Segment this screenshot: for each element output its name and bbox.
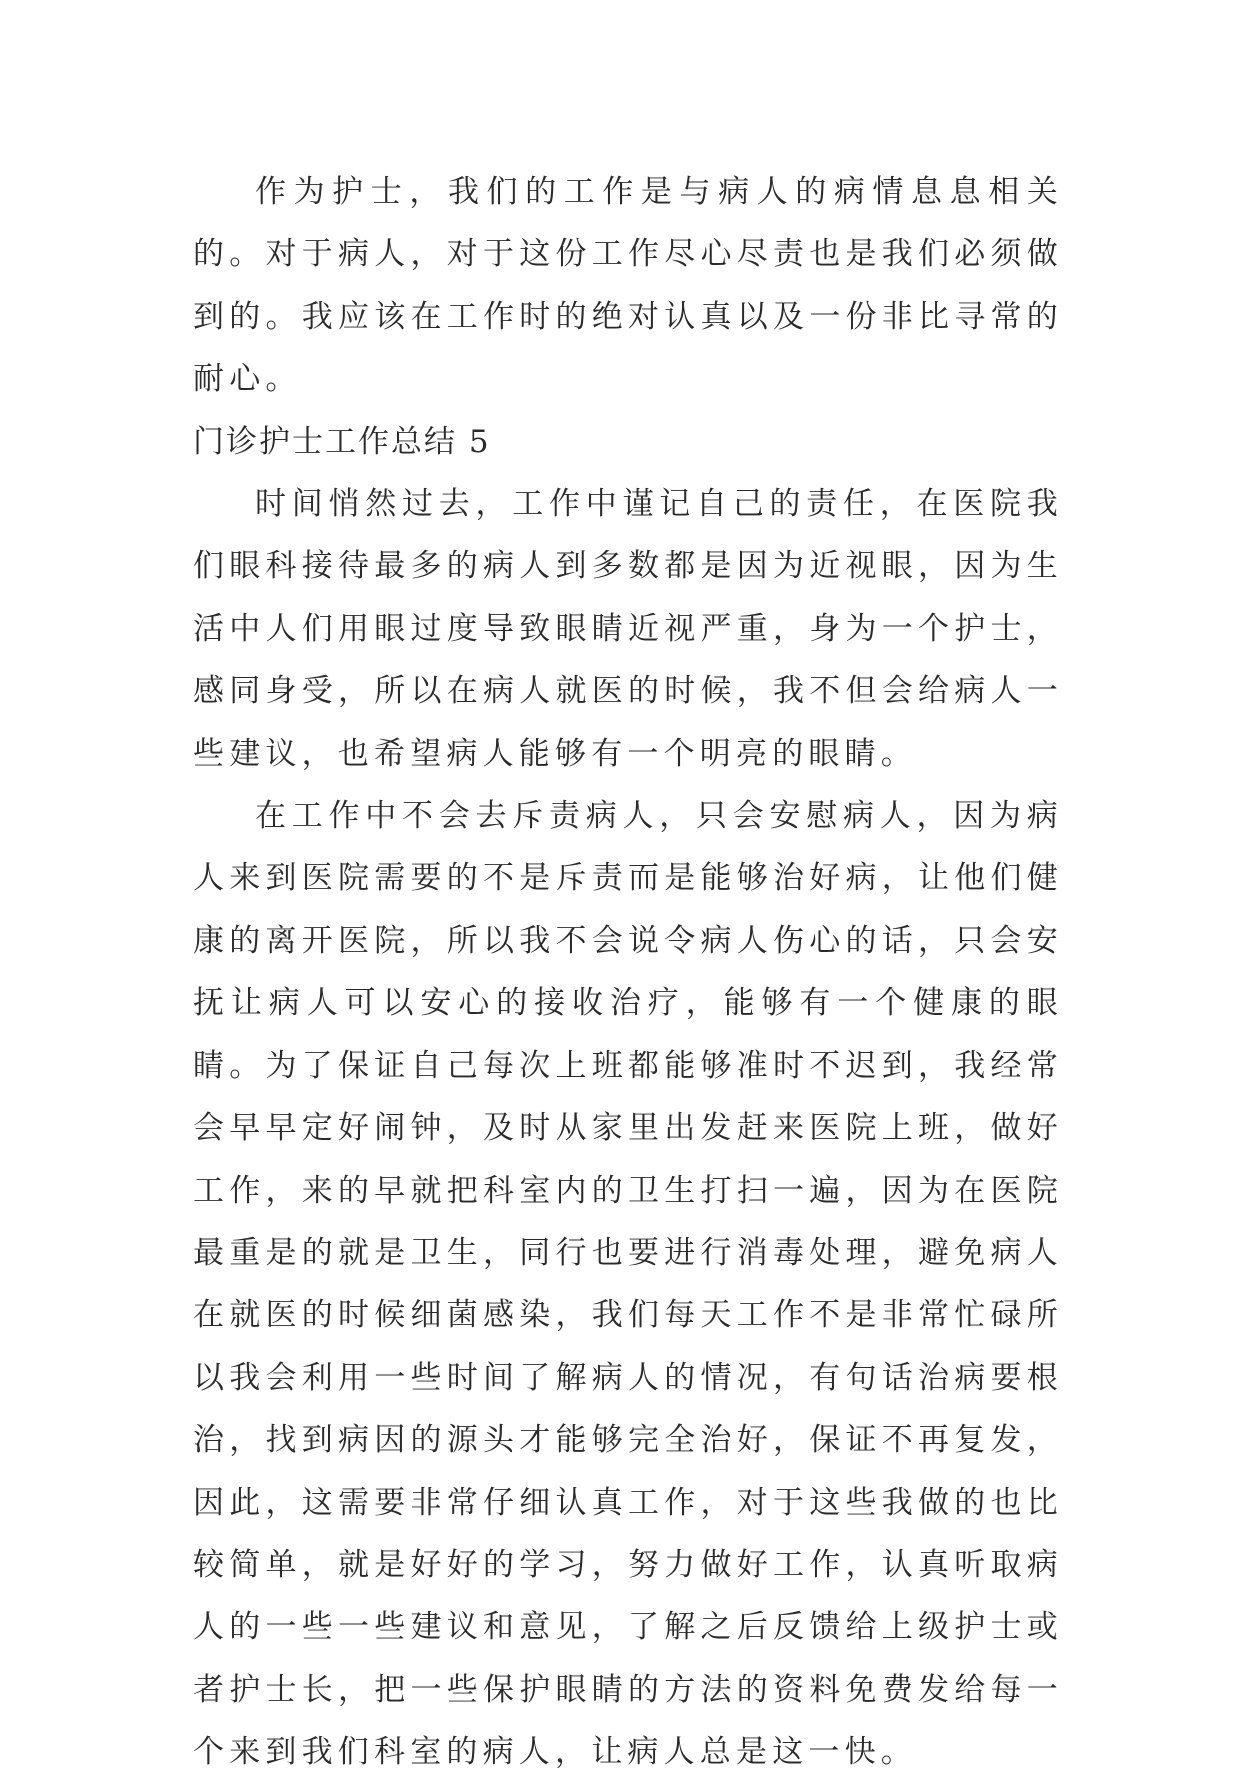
paragraph-3: 在工作中不会去斥责病人，只会安慰病人，因为病人来到医院需要的不是斥责而是能够治好病，让他们健康的离开医院，所以我不会说令病人伤心的话，只会安抚让病人可以安心的接收治疗，能够有一个健康的眼睛。为了保证自己每次上班都能够准时不迟到，我经常会早早定好闹钟，及时从家里出发赶来医院上班，做好工作，来的早就把科室内的卫生打扫一遍，因为在医院最重是的就是卫生，同行也要进行消毒处理，避免病人在就医的时候细菌感染，我们每天工作不是非常忙碌所以我会利用一些时间了解病人的情况，有句话治病要根治，找到病因的源头才能够完全治好，保证不再复发，因此，这需要非常仔细认真工作，对于这些我做的也比较简单，就是好好的学习，努力做好工作，认真听取病人的一些一些建议和意见，了解之后反馈给上级护士或者护士长，把一些保护眼睛的方法的资料免费发给每一个来到我们科室的病人，让病人总是这一快。	[193, 798, 1063, 1771]
paragraph-1: 作为护士，我们的工作是与病人的病情息息相关的。对于病人，对于这份工作尽心尽责也是我们必须做到的。我应该在工作时的绝对认真以及一份非比寻常的耐心。	[193, 174, 1063, 398]
section-heading: 门诊护士工作总结 5	[193, 423, 491, 460]
paragraph-2: 时间悄然过去，工作中谨记自己的责任，在医院我们眼科接待最多的病人到多数都是因为近视眼，因为生活中人们用眼过度导致眼睛近视严重，身为一个护士，感同身受，所以在病人就医的时候，我不但会给病人一些建议，也希望病人能够有一个明亮的眼睛。	[193, 486, 1063, 772]
document-body	[193, 161, 1063, 1784]
